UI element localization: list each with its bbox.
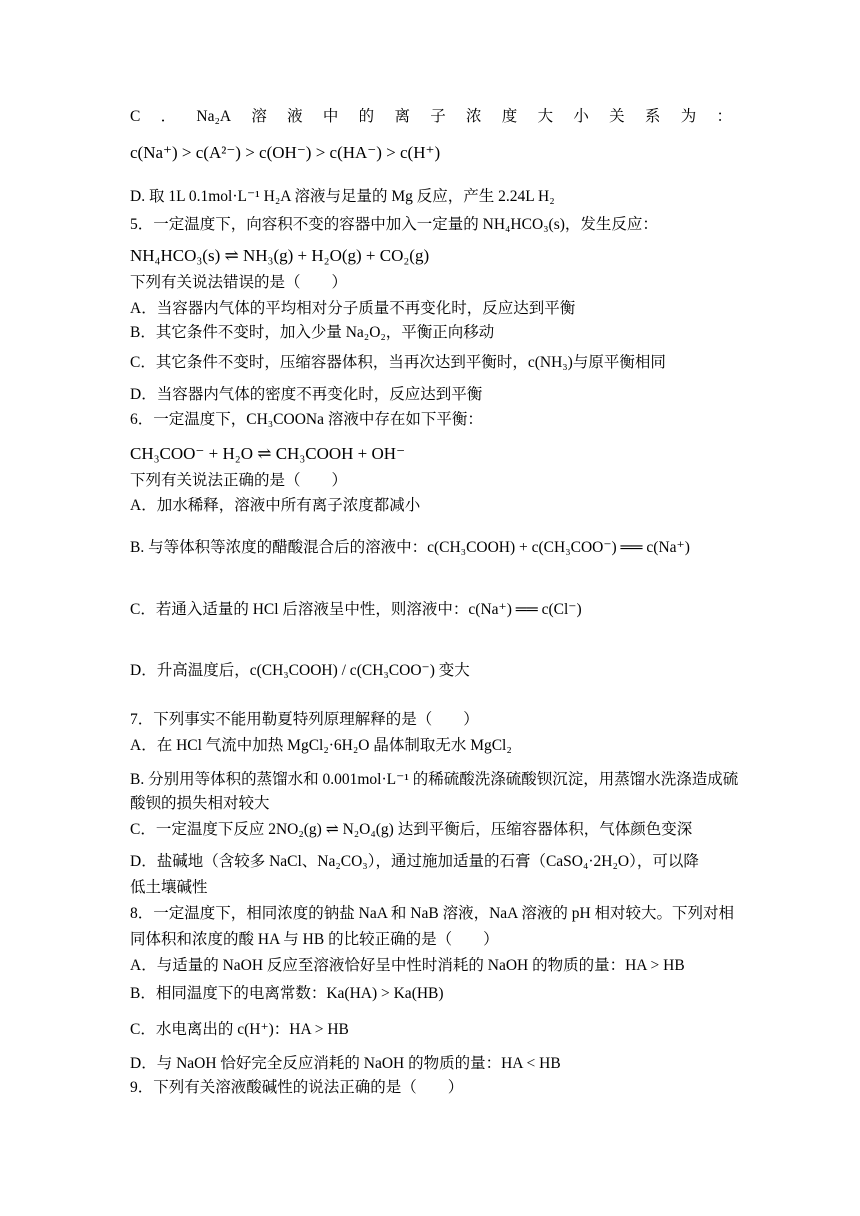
- option-8d: D．与 NaOH 恰好完全反应消耗的 NaOH 的物质的量：HA < HB: [130, 1055, 561, 1072]
- question-9-stem: 9．下列有关溶液酸碱性的说法正确的是（ ）: [130, 1079, 464, 1096]
- text-fragment: ：: [716, 108, 732, 125]
- option-7a: A．在 HCl 气流中加热 MgCl₂·6H₂O 晶体制取无水 MgCl₂: [130, 737, 512, 754]
- text-fragment: 度: [501, 108, 518, 125]
- option-4c-inequality: c(Na⁺) > c(A²⁻) > c(OH⁻) > c(HA⁻) > c(H⁺): [130, 143, 441, 162]
- text-fragment: 浓: [466, 108, 482, 125]
- text-fragment: 的: [358, 108, 375, 125]
- option-7b-line2: 酸钡的损失相对较大: [130, 795, 270, 812]
- question-6-equation: CH₃COO⁻ + H₂O ⇌ CH₃COOH + OH⁻: [130, 444, 406, 463]
- option-7d-line2: 低土壤碱性: [130, 879, 208, 896]
- question-5-stem: 5．一定温度下，向容积不变的容器中加入一定量的 NH₄HCO₃(s)，发生反应：: [130, 216, 658, 233]
- question-8-stem-line2: 同体积和浓度的酸 HA 与 HB 的比较正确的是（ ）: [130, 931, 499, 948]
- option-5d: D．当容器内气体的密度不再变化时，反应达到平衡: [130, 386, 483, 403]
- option-4c-line1: [130, 106, 732, 128]
- text-fragment: 系: [644, 108, 661, 125]
- text-fragment: ．: [160, 108, 177, 125]
- text-fragment: 小: [573, 108, 589, 125]
- option-6b: B. 与等体积等浓度的醋酸混合后的溶液中：c(CH₃COOH) + c(CH₃COO⁻) ══ c(Na⁺): [130, 539, 690, 556]
- text-fragment: 为: [680, 108, 697, 125]
- text-fragment: 子: [430, 108, 446, 125]
- question-5-prompt: 下列有关说法错误的是（ ）: [130, 274, 348, 291]
- question-6-prompt: 下列有关说法正确的是（ ）: [130, 472, 348, 489]
- option-4d: D. 取 1L 0.1mol·L⁻¹ H₂A 溶液与足量的 Mg 反应，产生 2.24L H₂: [130, 188, 555, 205]
- option-5a: A．当容器内气体的平均相对分子质量不再变化时，反应达到平衡: [130, 300, 576, 317]
- text-fragment: 溶: [251, 108, 267, 125]
- text-fragment: 液: [287, 108, 303, 125]
- option-5b: B．其它条件不变时，加入少量 Na₂O₂，平衡正向移动: [130, 324, 495, 341]
- question-5-equation: NH₄HCO₃(s) ⇌ NH₃(g) + H₂O(g) + CO₂(g): [130, 246, 430, 265]
- question-8-stem-line1: 8．一定温度下，相同浓度的钠盐 NaA 和 NaB 溶液，NaA 溶液的 pH 相对较大。下列对相: [130, 905, 735, 922]
- option-7d-line1: D．盐碱地（含较多 NaCl、Na₂CO₃），通过施加适量的石膏（CaSO₄·2H₂O），可以降: [130, 853, 699, 870]
- option-8a: A．与适量的 NaOH 反应至溶液恰好呈中性时消耗的 NaOH 的物质的量：HA > HB: [130, 957, 685, 974]
- question-7-stem: 7．下列事实不能用勒夏特列原理解释的是（ ）: [130, 711, 479, 728]
- option-7b-line1: B. 分别用等体积的蒸馏水和 0.001mol·L⁻¹ 的稀硫酸洗涤硫酸钡沉淀，用蒸馏水洗涤造成硫: [130, 771, 739, 788]
- option-8c: C．水电离出的 c(H⁺)：HA > HB: [130, 1021, 349, 1038]
- text-fragment: 大: [537, 108, 554, 125]
- text-fragment: C: [130, 108, 141, 125]
- option-6d: D．升高温度后，c(CH₃COOH) / c(CH₃COO⁻) 变大: [130, 662, 470, 679]
- text-fragment: 中: [322, 108, 339, 125]
- text-fragment: Na₂A: [196, 108, 232, 125]
- text-fragment: 离: [394, 108, 410, 125]
- text-fragment: 关: [609, 108, 625, 125]
- option-5c: C．其它条件不变时，压缩容器体积，当再次达到平衡时，c(NH₃)与原平衡相同: [130, 354, 666, 371]
- option-6c: C．若通入适量的 HCl 后溶液呈中性，则溶液中：c(Na⁺) ══ c(Cl⁻): [130, 601, 582, 618]
- question-6-stem: 6．一定温度下，CH₃COONa 溶液中存在如下平衡：: [130, 411, 483, 428]
- option-7c: C．一定温度下反应 2NO₂(g) ⇌ N₂O₄(g) 达到平衡后，压缩容器体积，气体颜色变深: [130, 821, 693, 838]
- option-6a: A．加水稀释，溶液中所有离子浓度都减小: [130, 497, 421, 514]
- option-8b: B．相同温度下的电离常数：Ka(HA) > Ka(HB): [130, 985, 444, 1002]
